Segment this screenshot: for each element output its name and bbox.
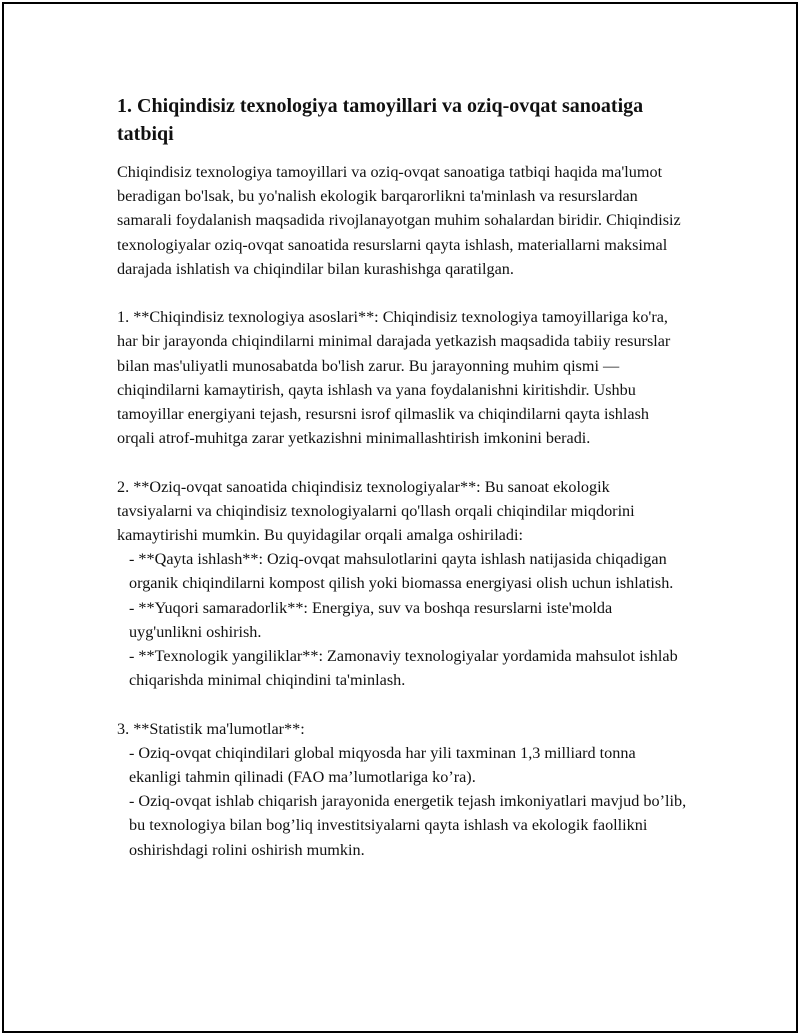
section-heading: 1. **Chiqindisiz texnologiya asoslari**: Chiqindisiz texnologiya tamoyillariga ko'ra, har bir jarayonda chiqindilarni minimal darajada yetkazish maqsadida tabiiy resurslar bilan mas'uliyatli munosabatda bo'lish zarur. Bu jarayonning muhim qismi — chiqindilarni kamaytirish, qayta ishlash va yana foydalanishni kiritishdir. Ushbu tamoyillar energiyani tejash, resursni isrof qilmaslik va chiqindilarni qayta ishlash orqali atrof-muhitga zarar yetkazishni minimallashtirish imkonini beradi.	[117, 308, 671, 448]
section-heading: 2. **Oziq-ovqat sanoatida chiqindisiz texnologiyalar**: Bu sanoat ekologik tavsiyalarni va chiqindisiz texnologiyalarni qo'llash orqali chiqindilar miqdorini kamaytirishi mumkin. Bu quyidagilar orqali amalga oshiriladi:	[117, 477, 635, 545]
paragraph-gap	[117, 692, 689, 716]
list-item: - Oziq-ovqat chiqindilari global miqyosda har yili taxminan 1,3 milliard tonna ekanligi tahmin qilinadi (FAO ma’lumotlariga ko’ra).	[129, 743, 636, 787]
list-item: - **Texnologik yangiliklar**: Zamonaviy texnologiyalar yordamida mahsulot ishlab chiqarishda minimal chiqindini ta'minlash.	[129, 647, 678, 690]
list-item: - **Yuqori samaradorlik**: Energiya, suv va boshqa resurslarni iste'molda uyg'unlikni oshirish.	[129, 598, 613, 641]
list-item: - Oziq-ovqat ishlab chiqarish jarayonida energetik tejash imkoniyatlari mavjud bo’lib, bu texnologiya bilan bog’liq investitsiyalarni qayta ishlash va ekologik faollikni oshirishdagi rolini oshirish mumkin.	[129, 792, 687, 859]
paragraph-gap	[117, 281, 689, 305]
section-food-industry	[117, 475, 689, 693]
document-title: 1. Chiqindisiz texnologiya tamoyillari va oziq-ovqat sanoatiga tatbiqi	[117, 95, 644, 145]
section-heading: 3. **Statistik ma'lumotlar**:	[117, 719, 305, 738]
list-item: - **Qayta ishlash**: Oziq-ovqat mahsulotlarini qayta ishlash natijasida chiqadigan organik chiqindilarni kompost qilish yoki biomassa energiyasi olish uchun ishlatish.	[129, 550, 674, 593]
section-principles	[117, 305, 689, 450]
document-body	[117, 92, 689, 862]
paragraph-gap	[117, 450, 689, 474]
section-statistics	[117, 717, 689, 862]
intro-paragraph: Chiqindisiz texnologiya tamoyillari va oziq-ovqat sanoatiga tatbiqi haqida ma'lumot beradigan bo'lsak, bu yo'nalish ekologik barqarorlikni ta'minlash va resurslardan samarali foydalanish maqsadida rivojlanayotgan muhim sohalardan biridir. Chiqindisiz texnologiyalar oziq-ovqat sanoatida resurslarni qayta ishlash, materiallarni maksimal darajada ishlatish va chiqindilar bilan kurashishga qaratilgan.	[117, 163, 681, 278]
